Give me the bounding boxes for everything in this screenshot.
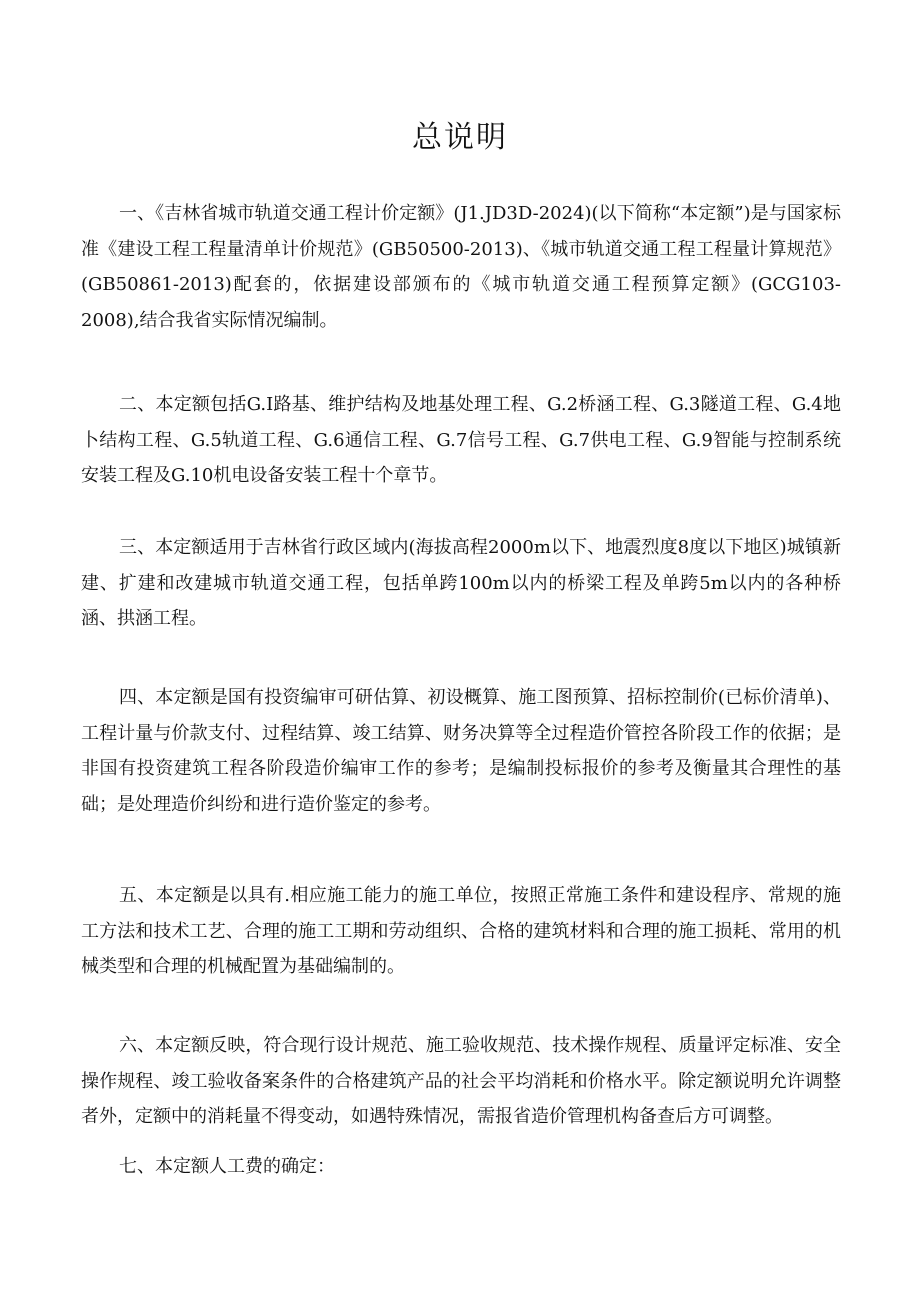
paragraph-3: 三、本定额适用于吉林省行政区域内(海拔高程2000m以下、地震烈度8度以下地区)城镇新建、扩建和改建城市轨道交通工程，包括单跨100m以内的桥梁工程及单跨5m以内的各种桥涵、拱涵工程。 [81, 537, 841, 629]
paragraph-5: 五、本定额是以具有.相应施工能力的施工单位，按照正常施工条件和建设程序、常规的施工方法和技术工艺、合理的施工工期和劳动组织、合格的建筑材料和合理的施工损耗、常用的机械类型和合理的机械配置为基础编制的。 [81, 885, 841, 977]
paragraph-4: 四、本定额是国有投资编审可研估算、初设概算、施工图预算、招标控制价(已标价清单)、工程计量与价款支付、过程结算、竣工结算、财务决算等全过程造价管控各阶段工作的依据；是非国有投资建筑工程各阶段造价编审工作的参考；是编制投标报价的参考及衡量其合理性的基础；是处理造价纠纷和进行造价鉴定的参考。 [81, 687, 841, 815]
paragraph-7: 七、本定额人工费的确定： [119, 1156, 335, 1177]
paragraph-6: 六、本定额反映，符合现行设计规范、施工验收规范、技术操作规程、质量评定标准、安全操作规程、竣工验收备案条件的合格建筑产品的社会平均消耗和价格水平。除定额说明允许调整者外，定额中的消耗量不得变动，如遇特殊情况，需报省造价管理机构备查后方可调整。 [81, 1035, 841, 1127]
paragraph-2: 二、本定额包括G.I路基、维护结构及地基处理工程、G.2桥涵工程、G.3隧道工程、G.4地卜结构工程、G.5轨道工程、G.6通信工程、G.7信号工程、G.7供电工程、G.9智能与控制系统安装工程及G.10机电设备安装工程十个章节。 [81, 394, 841, 486]
page-title: 总说明 [412, 120, 508, 155]
paragraph-1: 一、《吉林省城市轨道交通工程计价定额》(J1.JD3D-2024)(以下简称“本定额”)是与国家标准《建设工程工程量清单计价规范》(GB50500-2013)、《城市轨道交通工程工程量计算规范》(GB50861-2013)配套的，依据建设部颁布的《城市轨道交通工程预算定额》(GCG103-2008),结合我省实际情况编制。 [81, 203, 841, 331]
